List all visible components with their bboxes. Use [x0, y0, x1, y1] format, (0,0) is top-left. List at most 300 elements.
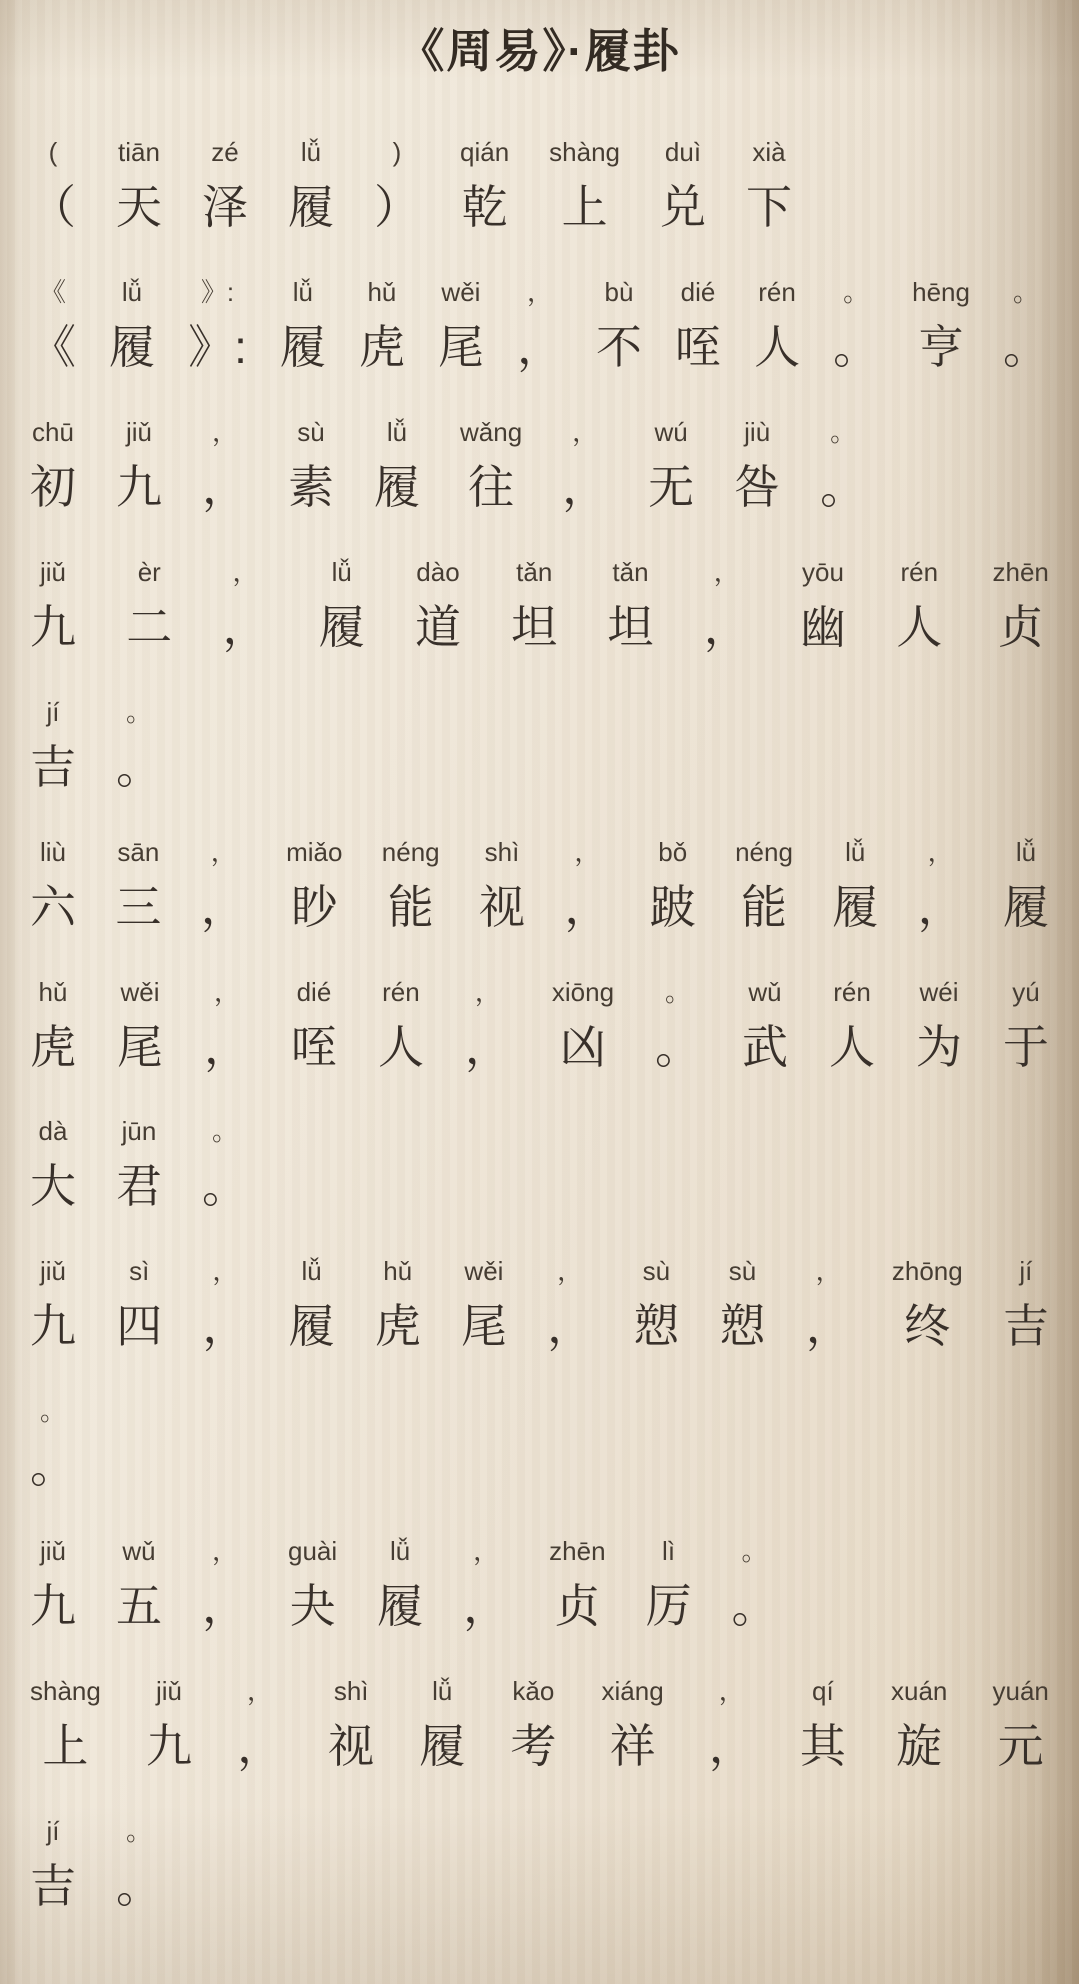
pinyin-text: wǔ	[748, 976, 782, 1007]
pinyin-text: 。	[1012, 277, 1039, 308]
ruby-cell	[1003, 1248, 1049, 1353]
ruby-cell	[377, 1528, 423, 1633]
pinyin-text: duì	[664, 137, 702, 168]
hanzi-text: ，	[203, 1020, 250, 1073]
pinyin-text: jí	[46, 1815, 60, 1846]
pinyin-text: hēng	[912, 277, 970, 308]
hanzi-text: ，	[703, 600, 750, 653]
hanzi-text: 兑	[660, 181, 706, 234]
text-line	[30, 549, 1049, 654]
ruby-cell	[289, 1248, 335, 1353]
ruby-cell	[204, 969, 250, 1074]
ruby-cell	[461, 1248, 507, 1353]
pinyin-text: jí	[46, 696, 60, 727]
ruby-cell	[806, 1248, 852, 1353]
hanzi-text: 夬	[289, 1580, 336, 1633]
ruby-cell	[800, 549, 846, 654]
ruby-cell	[549, 1528, 605, 1633]
ruby-cell	[912, 269, 970, 374]
hanzi-text: 尾	[460, 1300, 507, 1353]
hanzi-text: 人	[377, 1020, 424, 1073]
hanzi-text: 《	[30, 321, 76, 374]
hanzi-text: 终	[904, 1300, 951, 1353]
ruby-cell	[116, 1808, 162, 1913]
pinyin-text: sì	[129, 1256, 150, 1287]
ruby-cell	[562, 409, 608, 514]
text-line	[30, 1108, 1049, 1213]
pinyin-text: zhēn	[992, 556, 1049, 587]
pinyin-text: )	[392, 137, 402, 168]
ruby-cell	[328, 1668, 374, 1773]
hanzi-text: ，	[464, 1020, 511, 1073]
hanzi-text: 履	[288, 181, 334, 234]
hanzi-text: ，	[547, 1300, 594, 1353]
hanzi-text: 尾	[116, 1020, 163, 1073]
ruby-cell	[833, 269, 879, 374]
hanzi-text: 虎	[30, 1020, 76, 1073]
pinyin-text: jí	[1019, 1256, 1033, 1287]
pinyin-text: wěi	[441, 277, 481, 308]
ruby-cell	[438, 269, 484, 374]
pinyin-text: jiǔ	[155, 1675, 182, 1706]
ruby-cell	[547, 1248, 593, 1353]
hanzi-text: 祥	[609, 1719, 656, 1772]
hanzi-text: 。	[820, 460, 867, 513]
ruby-cell	[602, 1668, 664, 1773]
ruby-cell	[30, 689, 76, 794]
hanzi-text: 履	[419, 1719, 466, 1772]
hanzi-text: 吉	[1002, 1300, 1049, 1353]
text-line	[30, 1528, 1049, 1633]
hanzi-text: 无	[648, 460, 695, 513]
ruby-cell	[510, 1668, 556, 1773]
pinyin-text: 。	[665, 976, 692, 1007]
ruby-cell	[891, 1668, 947, 1773]
ruby-cell	[116, 1248, 162, 1353]
ruby-cell	[660, 129, 706, 234]
ruby-cell	[655, 969, 701, 1074]
ruby-cell	[648, 409, 694, 514]
ruby-cell	[116, 1108, 162, 1213]
text-line	[30, 409, 1049, 514]
ruby-cell	[916, 969, 962, 1074]
hanzi-text: 厉	[645, 1580, 692, 1633]
pinyin-text: lǚ	[390, 1536, 411, 1567]
hanzi-text: 视	[479, 880, 525, 933]
pinyin-text: 。	[741, 1536, 768, 1567]
ruby-cell	[460, 409, 522, 514]
pinyin-text: qián	[460, 137, 510, 168]
pinyin-text: zhōng	[891, 1256, 963, 1287]
hanzi-text: ，	[805, 1300, 852, 1353]
text-line	[30, 1388, 1049, 1493]
ruby-cell	[288, 409, 334, 514]
text-line	[30, 269, 1049, 374]
pinyin-text: wú	[654, 416, 688, 447]
pinyin-text: lǚ	[121, 277, 143, 308]
text-line	[30, 1248, 1049, 1353]
pinyin-text: sù	[297, 416, 325, 447]
ruby-cell	[633, 1248, 679, 1353]
pinyin-text: rén	[382, 976, 420, 1007]
text-line	[30, 1668, 1049, 1773]
hanzi-text: 幽	[800, 600, 846, 653]
ruby-cell	[359, 269, 405, 374]
hanzi-text: 人	[896, 600, 943, 653]
ruby-cell	[832, 829, 878, 934]
ruby-cell	[419, 1668, 465, 1773]
pinyin-text: dào	[416, 556, 460, 587]
pinyin-text: hǔ	[367, 277, 397, 308]
pinyin-text: ，	[474, 976, 501, 1007]
ruby-cell	[746, 129, 792, 234]
ruby-cell	[1003, 269, 1049, 374]
hanzi-text: 尾	[437, 321, 484, 374]
ruby-cell	[993, 549, 1049, 654]
ruby-cell	[115, 829, 161, 934]
pinyin-text: 。	[125, 696, 152, 727]
pinyin-text: shàng	[30, 1675, 101, 1706]
hanzi-text: 。	[1003, 321, 1049, 374]
pinyin-text: lǚ	[432, 1675, 453, 1706]
pinyin-text: ，	[572, 416, 599, 447]
pinyin-text: shì	[333, 1675, 369, 1706]
ruby-cell	[126, 549, 172, 654]
hanzi-text: 上	[42, 1719, 89, 1772]
pinyin-text: ，	[718, 1675, 745, 1706]
pinyin-text: lǚ	[1015, 836, 1037, 867]
ruby-cell	[415, 549, 461, 654]
hanzi-text: 坦	[607, 600, 654, 653]
hanzi-text: 四	[116, 1300, 163, 1353]
hanzi-text: 九	[116, 460, 162, 513]
ruby-cell	[30, 549, 76, 654]
hanzi-text: 素	[288, 460, 334, 513]
ruby-cell	[704, 549, 750, 654]
pinyin-text: lǚ	[331, 556, 352, 587]
ruby-cell	[460, 129, 509, 234]
hanzi-text: 五	[116, 1580, 162, 1633]
pinyin-text: wěi	[120, 976, 160, 1007]
pinyin-text: ，	[247, 1675, 274, 1706]
pinyin-text: lì	[662, 1536, 676, 1567]
hanzi-text: 于	[1002, 1020, 1049, 1073]
ruby-cell	[754, 269, 800, 374]
hanzi-text: （	[30, 181, 76, 234]
ruby-cell	[650, 829, 696, 934]
pinyin-text: qí	[812, 1675, 834, 1706]
hanzi-text: 初	[30, 460, 76, 513]
pinyin-text: yōu	[802, 556, 844, 587]
ruby-cell	[30, 1248, 76, 1353]
hanzi-text: ，	[222, 600, 269, 653]
hanzi-text: 元	[997, 1719, 1044, 1772]
pinyin-text: 。	[39, 1396, 66, 1427]
ruby-cell	[1003, 829, 1049, 934]
pinyin-text: ，	[212, 1256, 239, 1287]
pinyin-text: yuán	[992, 1675, 1049, 1706]
ruby-cell	[511, 549, 557, 654]
ruby-cell	[596, 269, 642, 374]
ruby-cell	[479, 829, 525, 934]
pinyin-text: liù	[39, 836, 66, 867]
pinyin-text: néng	[735, 836, 793, 867]
text-line	[30, 129, 1049, 234]
pinyin-text: kǎo	[512, 1675, 555, 1706]
ruby-cell	[30, 829, 76, 934]
ruby-cell	[896, 549, 942, 654]
hanzi-text: ，	[237, 1719, 284, 1772]
pinyin-text: ，	[927, 836, 954, 867]
pinyin-text: èr	[137, 556, 161, 587]
pinyin-text: 》:	[200, 277, 235, 308]
ruby-cell	[188, 269, 247, 374]
hanzi-text: 大	[30, 1160, 76, 1213]
hanzi-text: 愬	[633, 1300, 680, 1353]
ruby-cell	[30, 1528, 76, 1633]
hanzi-text: 贞	[997, 600, 1044, 653]
ruby-cell	[30, 1388, 76, 1493]
ruby-cell	[202, 1528, 248, 1633]
ruby-cell	[720, 1248, 766, 1353]
ruby-cell	[709, 1668, 755, 1773]
pinyin-text: shì	[484, 836, 520, 867]
hanzi-text: 咥	[675, 321, 722, 374]
ruby-cell	[237, 1668, 283, 1773]
pinyin-text: tiān	[118, 137, 160, 168]
hanzi-text: 君	[116, 1160, 162, 1213]
hanzi-text: 履	[318, 600, 365, 653]
hanzi-text: 。	[30, 1440, 76, 1493]
text-line	[30, 829, 1049, 934]
pinyin-text: tǎn	[516, 556, 553, 587]
hanzi-text: 。	[202, 1160, 248, 1213]
hanzi-text: 上	[561, 181, 608, 234]
ruby-cell	[202, 1248, 248, 1353]
pinyin-text: ，	[210, 836, 237, 867]
pinyin-text: dà	[38, 1116, 68, 1147]
pinyin-text: dié	[296, 976, 332, 1007]
ruby-cell	[223, 549, 269, 654]
hanzi-text: ，	[202, 460, 248, 513]
hanzi-text: ，	[200, 880, 247, 933]
hanzi-text: ，	[202, 1300, 249, 1353]
hanzi-text: 亨	[918, 321, 965, 374]
text-body	[30, 129, 1049, 1913]
pinyin-text: jiù	[744, 416, 771, 447]
hanzi-text: 履	[832, 880, 879, 933]
hanzi-text: ，	[917, 880, 964, 933]
pinyin-text: zé	[211, 137, 239, 168]
ruby-cell	[829, 969, 875, 1074]
pinyin-text: xiōng	[551, 976, 615, 1007]
ruby-cell	[319, 549, 365, 654]
pinyin-text: néng	[381, 836, 440, 867]
pinyin-text: tǎn	[612, 556, 649, 587]
hanzi-text: 考	[510, 1719, 557, 1772]
hanzi-text: 。	[833, 321, 880, 374]
pinyin-text: guài	[288, 1536, 338, 1567]
pinyin-text: hǔ	[383, 1256, 413, 1287]
pinyin-text: sù	[728, 1256, 757, 1287]
hanzi-text: 愬	[719, 1300, 766, 1353]
pinyin-text: rén	[758, 277, 796, 308]
ruby-cell	[992, 1668, 1048, 1773]
pinyin-text: ，	[232, 556, 259, 587]
hanzi-text: 履	[377, 1580, 424, 1633]
hanzi-text: ）	[374, 181, 420, 234]
hanzi-text: 履	[109, 321, 156, 374]
pinyin-text: chū	[32, 416, 74, 447]
ruby-cell	[800, 1668, 846, 1773]
pinyin-text: wéi	[919, 976, 959, 1007]
ruby-cell	[30, 1108, 76, 1213]
pinyin-text: wǎng	[460, 416, 523, 447]
hanzi-text: 下	[746, 181, 792, 234]
hanzi-text: ，	[463, 1580, 510, 1633]
ruby-cell	[291, 969, 337, 1074]
hanzi-text: 道	[415, 600, 461, 653]
ruby-cell	[742, 969, 788, 1074]
hanzi-text: 咥	[290, 1020, 337, 1073]
hanzi-text: 乾	[461, 181, 508, 234]
pinyin-text: 《	[39, 277, 66, 308]
pinyin-text: bù	[604, 277, 634, 308]
pinyin-text: shàng	[549, 137, 620, 168]
pinyin-text: xuán	[890, 1675, 948, 1706]
hanzi-text: 贞	[554, 1580, 601, 1633]
ruby-cell	[116, 409, 162, 514]
pinyin-text: lǚ	[292, 277, 313, 308]
pinyin-text: rén	[833, 976, 871, 1007]
hanzi-text: 咎	[734, 460, 781, 513]
ruby-cell	[382, 829, 440, 934]
ruby-cell	[675, 269, 721, 374]
pinyin-text: ，	[213, 976, 240, 1007]
ruby-cell	[286, 829, 342, 934]
ruby-cell	[646, 1528, 692, 1633]
pinyin-text: dié	[680, 277, 716, 308]
hanzi-text: 其	[799, 1719, 846, 1772]
pinyin-text: ，	[815, 1256, 842, 1287]
hanzi-text: 履	[374, 460, 420, 513]
text-line	[30, 1808, 1049, 1913]
hanzi-text: 履	[288, 1300, 335, 1353]
document-page	[0, 24, 1079, 1984]
hanzi-text: 履	[279, 321, 326, 374]
hanzi-text: 六	[30, 880, 76, 933]
hanzi-text: ，	[516, 321, 563, 374]
pinyin-text: ，	[473, 1536, 500, 1567]
ruby-cell	[375, 1248, 421, 1353]
ruby-cell	[116, 689, 162, 794]
hanzi-text: 跛	[649, 880, 696, 933]
pinyin-text: hǔ	[38, 976, 68, 1007]
ruby-cell	[116, 1528, 162, 1633]
hanzi-text: 凶	[559, 1020, 606, 1073]
hanzi-text: 视	[328, 1719, 375, 1772]
ruby-cell	[280, 269, 326, 374]
pinyin-text: (	[48, 137, 58, 168]
hanzi-text: 虎	[358, 321, 405, 374]
pinyin-text: lǚ	[845, 836, 866, 867]
page-title: 《周易》·履卦	[398, 25, 681, 77]
hanzi-text: 九	[145, 1719, 192, 1772]
pinyin-text: jiǔ	[125, 416, 152, 447]
hanzi-text: 九	[30, 1580, 76, 1633]
hanzi-text: ，	[562, 460, 609, 513]
ruby-cell	[734, 409, 780, 514]
pinyin-text: sān	[117, 836, 160, 867]
hanzi-text: 。	[116, 1859, 162, 1912]
ruby-cell	[732, 1528, 778, 1633]
ruby-cell	[564, 829, 610, 934]
pinyin-text: ，	[526, 277, 553, 308]
pinyin-text: miǎo	[286, 836, 343, 867]
ruby-cell	[552, 969, 614, 1074]
pinyin-text: 。	[830, 416, 857, 447]
hanzi-text: 虎	[374, 1300, 421, 1353]
pinyin-text: bǒ	[658, 836, 688, 867]
hanzi-text: 不	[596, 321, 642, 374]
ruby-cell	[288, 1528, 337, 1633]
ruby-cell	[918, 829, 964, 934]
ruby-cell	[374, 409, 420, 514]
ruby-cell	[374, 129, 420, 234]
pinyin-text: ，	[557, 1256, 584, 1287]
hanzi-text: ，	[564, 880, 611, 933]
pinyin-text: rén	[900, 556, 939, 587]
pinyin-text: yú	[1012, 976, 1040, 1007]
pinyin-text: 。	[211, 1116, 238, 1147]
pinyin-text: sù	[642, 1256, 671, 1287]
pinyin-text: jiǔ	[39, 1536, 66, 1567]
ruby-cell	[30, 969, 76, 1074]
hanzi-text: 吉	[30, 1859, 76, 1912]
hanzi-text: 坦	[511, 600, 558, 653]
pinyin-text: 。	[843, 277, 870, 308]
ruby-cell	[517, 269, 563, 374]
ruby-cell	[201, 829, 247, 934]
hanzi-text: 人	[829, 1020, 876, 1073]
hanzi-text: 履	[1003, 880, 1049, 933]
ruby-cell	[116, 129, 162, 234]
ruby-cell	[549, 129, 620, 234]
ruby-cell	[146, 1668, 192, 1773]
hanzi-text: 。	[731, 1580, 778, 1633]
hanzi-text: 能	[387, 880, 434, 933]
hanzi-text: 三	[115, 880, 162, 933]
ruby-cell	[1003, 969, 1049, 1074]
ruby-cell	[735, 829, 793, 934]
text-line	[30, 689, 1049, 794]
pinyin-text: lǚ	[386, 416, 408, 447]
hanzi-text: 泽	[202, 181, 248, 234]
hanzi-text: 眇	[291, 880, 338, 933]
ruby-cell	[892, 1248, 963, 1353]
ruby-cell	[608, 549, 654, 654]
hanzi-text: ，	[202, 1580, 248, 1633]
hanzi-text: 九	[30, 1300, 76, 1353]
pinyin-text: ，	[211, 1536, 238, 1567]
ruby-cell	[117, 969, 163, 1074]
hanzi-text: 二	[126, 600, 173, 653]
pinyin-text: wěi	[464, 1256, 504, 1287]
pinyin-text: lǚ	[300, 137, 322, 168]
ruby-cell	[202, 409, 248, 514]
hanzi-text: 。	[655, 1020, 702, 1073]
pinyin-text: wǔ	[122, 1536, 156, 1567]
